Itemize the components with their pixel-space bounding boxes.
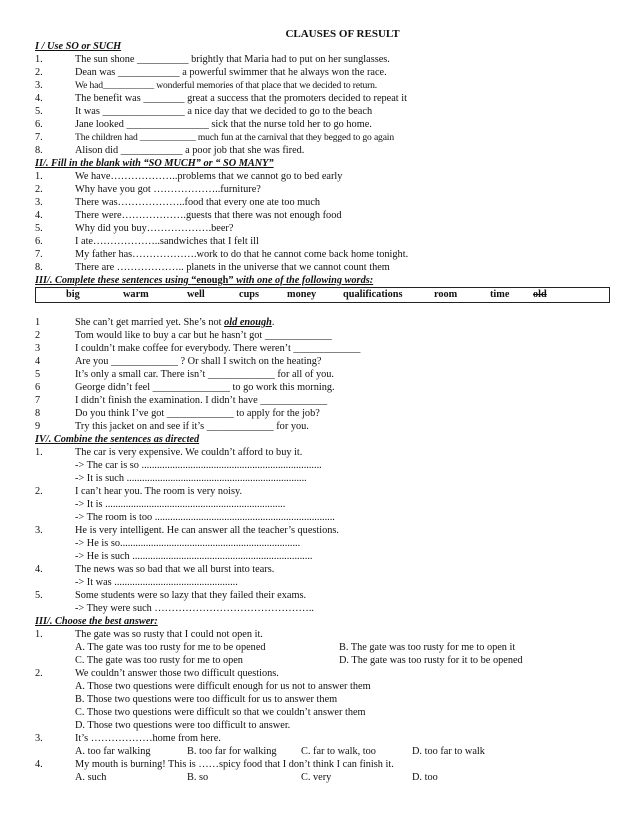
section-3-heading-post: with one of the following words:	[233, 275, 374, 286]
section-3-heading	[35, 274, 610, 287]
page-title: CLAUSES OF RESULT	[285, 28, 400, 40]
answer-prompt: -> The car is so ......................................................................	[75, 460, 322, 471]
list-item	[35, 316, 610, 329]
answer-prompt: -> They were such ………………………………………..	[75, 603, 314, 614]
word-qualifications: qualifications	[343, 289, 403, 300]
item-number: 1.	[35, 447, 43, 458]
option-b: B. The gate was too rusty for me to open it	[339, 642, 516, 653]
question-number: 4.	[35, 759, 43, 770]
word-big: big	[66, 289, 80, 300]
item-text: There were……………….guests that there was not enough food	[75, 210, 342, 221]
list-item	[35, 407, 610, 420]
list-item	[35, 118, 610, 131]
list-item	[35, 329, 610, 342]
section-2-heading: II/. Fill in the blank with “SO MUCH” or “ SO MANY”	[35, 158, 274, 169]
section-3-heading-enough: “enough”	[191, 275, 234, 286]
list-item	[35, 485, 610, 498]
question-number: 1.	[35, 629, 43, 640]
option-row	[35, 771, 610, 784]
word-warm: warm	[123, 289, 149, 300]
item-text: He is very intelligent. He can answer all the teacher’s questions.	[75, 525, 340, 536]
answer-line	[35, 511, 610, 524]
item-number: 2.	[35, 486, 43, 497]
list-item	[35, 196, 610, 209]
list-item	[35, 355, 610, 368]
example-pre: She can’t get married yet. She’s not	[75, 317, 225, 328]
section-3-heading-pre: III/. Complete these sentences using	[35, 275, 192, 286]
list-item	[35, 394, 610, 407]
word-time: time	[490, 289, 510, 300]
option-d: D. too	[412, 772, 438, 783]
item-text: I ate………………..sandwiches that I felt ill	[75, 236, 259, 247]
list-item	[35, 420, 610, 433]
question	[35, 758, 610, 771]
item-text: Dean was ____________ a powerful swimmer that he always won the race.	[75, 67, 387, 78]
item-number: 7.	[35, 132, 43, 143]
item-number: 7.	[35, 249, 43, 260]
word-cups: cups	[239, 289, 260, 300]
list-item	[35, 342, 610, 355]
list-item	[35, 589, 610, 602]
question-text: My mouth is burning! This is ……spicy food that I don’t think I can finish it.	[75, 759, 394, 770]
option-row	[35, 680, 610, 693]
question	[35, 732, 610, 745]
list-item	[35, 381, 610, 394]
question-number: 2.	[35, 668, 43, 679]
item-number: 5	[35, 369, 41, 380]
item-number: 2.	[35, 67, 43, 78]
option-d: D. too far to walk	[412, 746, 485, 757]
item-text: Do you think I’ve got _____________ to apply for the job?	[75, 408, 320, 419]
option-b: B. so	[187, 772, 209, 783]
item-number: 6.	[35, 236, 43, 247]
item-number: 3	[35, 343, 41, 354]
list-item	[35, 563, 610, 576]
answer-line	[35, 459, 610, 472]
list-item	[35, 261, 610, 274]
list-item	[35, 524, 610, 537]
item-text: I can’t hear you. The room is very noisy.	[75, 486, 243, 497]
item-text: Why did you buy……………….beer?	[75, 223, 234, 234]
item-number: 5.	[35, 590, 43, 601]
item-number: 2.	[35, 184, 43, 195]
list-item	[35, 79, 610, 92]
list-item	[35, 248, 610, 261]
item-number: 1.	[35, 54, 43, 65]
option-d: D. The gate was too rusty for it to be opened	[339, 655, 523, 666]
item-number: 4.	[35, 93, 43, 104]
item-text: I didn’t finish the examination. I didn’t have _____________	[75, 395, 328, 406]
item-text: Try this jacket on and see if it’s _____________ for you.	[75, 421, 309, 432]
item-number: 5.	[35, 106, 43, 117]
item-text: Are you _____________ ? Or shall I switch on the heating?	[75, 356, 322, 367]
answer-line	[35, 602, 610, 615]
answer-line	[35, 550, 610, 563]
item-text: It was ________________ a nice day that we decided to go to the beach	[75, 106, 373, 117]
list-item	[35, 53, 610, 66]
answer-line	[35, 472, 610, 485]
answer-prompt: -> He is such ......................................................................	[75, 551, 313, 562]
option-a: A. too far walking	[75, 746, 151, 757]
item-text: The sun shone __________ brightly that Maria had to put on her sunglasses.	[75, 54, 390, 65]
example-answer: old enough	[224, 317, 272, 328]
item-number: 6	[35, 382, 41, 393]
item-number: 3.	[35, 525, 43, 536]
answer-prompt: -> He is so......................................................................	[75, 538, 301, 549]
question-text: We couldn’t answer those two difficult questions.	[75, 668, 279, 679]
section-1-heading: I / Use SO or SUCH	[35, 41, 122, 52]
option-row	[35, 654, 610, 667]
item-text: My father has……………….work to do that he cannot come back home tonight.	[75, 249, 409, 260]
item-number: 3.	[35, 80, 43, 91]
option-row	[35, 641, 610, 654]
option-a: A. The gate was too rusty for me to be opened	[75, 642, 266, 653]
list-item	[35, 222, 610, 235]
answer-prompt: -> The room is too ......................................................................	[75, 512, 335, 523]
word-room: room	[434, 289, 458, 300]
answer-line	[35, 537, 610, 550]
item-number: 5.	[35, 223, 43, 234]
list-item	[35, 183, 610, 196]
item-number: 8.	[35, 262, 43, 273]
item-text: George didn’t feel _______________ to go work this morning.	[75, 382, 335, 393]
item-text: The news was so bad that we all burst into tears.	[75, 564, 275, 575]
option-row	[35, 745, 610, 758]
item-number: 4	[35, 356, 41, 367]
item-text: Some students were so lazy that they failed their exams.	[75, 590, 307, 601]
option-c: C. far to walk, too	[301, 746, 376, 757]
example-post: .	[271, 317, 275, 328]
item-number: 3.	[35, 197, 43, 208]
item-text: Tom would like to buy a car but he hasn’t got _____________	[75, 330, 332, 341]
option-row	[35, 719, 610, 732]
question-number: 3.	[35, 733, 43, 744]
word-box	[35, 287, 610, 303]
item-number: 1.	[35, 171, 43, 182]
item-number: 8.	[35, 145, 43, 156]
item-number: 9	[35, 421, 41, 432]
list-item	[35, 66, 610, 79]
list-item	[35, 144, 610, 157]
item-text: The car is very expensive. We couldn’t afford to buy it.	[75, 447, 303, 458]
item-number: 1	[35, 317, 41, 328]
list-item	[35, 92, 610, 105]
item-number: 4.	[35, 564, 43, 575]
item-number: 7	[35, 395, 41, 406]
question-text: The gate was so rusty that I could not open it.	[75, 629, 263, 640]
question-text: It’s ………………home from here.	[75, 733, 221, 744]
item-text: There was………………..food that every one ate too much	[75, 197, 321, 208]
item-number: 4.	[35, 210, 43, 221]
option-b: B. Those two questions were too difficult for us to answer them	[75, 694, 338, 705]
item-number: 8	[35, 408, 41, 419]
question	[35, 628, 610, 641]
word-money: money	[287, 289, 317, 300]
option-d: D. Those two questions were too difficult to answer.	[75, 720, 291, 731]
item-text: We have………………..problems that we cannot go to bed early	[75, 171, 343, 182]
item-number: 2	[35, 330, 41, 341]
answer-prompt: -> It was ................................................	[75, 577, 238, 588]
question	[35, 667, 610, 680]
option-c: C. The gate was too rusty for me to open	[75, 655, 243, 666]
option-c: C. very	[301, 772, 332, 783]
section-5-heading: III/. Choose the best answer:	[35, 616, 158, 627]
item-text: Alison did ____________ a poor job that she was fired.	[75, 145, 305, 156]
list-item	[35, 368, 610, 381]
item-text: Why have you got ………………..furniture?	[75, 184, 261, 195]
worksheet-page	[35, 28, 610, 784]
answer-line	[35, 576, 610, 589]
item-text: There are ……………….. planets in the universe that we cannot count them	[75, 262, 390, 273]
section-4-heading: IV/. Combine the sentences as directed	[35, 434, 200, 445]
item-text	[75, 316, 274, 329]
list-item	[35, 209, 610, 222]
item-number: 6.	[35, 119, 43, 130]
answer-prompt: -> It is ......................................................................	[75, 499, 286, 510]
answer-line	[35, 498, 610, 511]
list-item	[35, 131, 610, 144]
item-text: It’s only a small car. There isn’t _____________ for all of you.	[75, 369, 335, 380]
list-item	[35, 170, 610, 183]
word-well: well	[187, 289, 205, 300]
answer-prompt: -> It is such ......................................................................	[75, 473, 307, 484]
option-c: C. Those two questions were difficult so that we couldn’t answer them	[75, 707, 366, 718]
list-item	[35, 446, 610, 459]
list-item	[35, 235, 610, 248]
option-a: A. such	[75, 772, 107, 783]
item-text: The children had ____________ much fun at the carnival that they begged to go again	[75, 132, 394, 143]
option-row	[35, 706, 610, 719]
item-text: Jane looked ________________ sick that the nurse told her to go home.	[75, 119, 372, 130]
list-item	[35, 105, 610, 118]
option-a: A. Those two questions were difficult enough for us not to answer them	[75, 681, 371, 692]
item-text: The benefit was ________ great a success that the promoters decided to repeat it	[75, 93, 407, 104]
word-old: old	[533, 289, 547, 300]
option-row	[35, 693, 610, 706]
item-text: I couldn’t make coffee for everybody. There weren’t _____________	[75, 343, 361, 354]
option-b: B. too far for walking	[187, 746, 277, 757]
item-text: We had___________ wonderful memories of that place that we decided to return.	[75, 80, 378, 91]
